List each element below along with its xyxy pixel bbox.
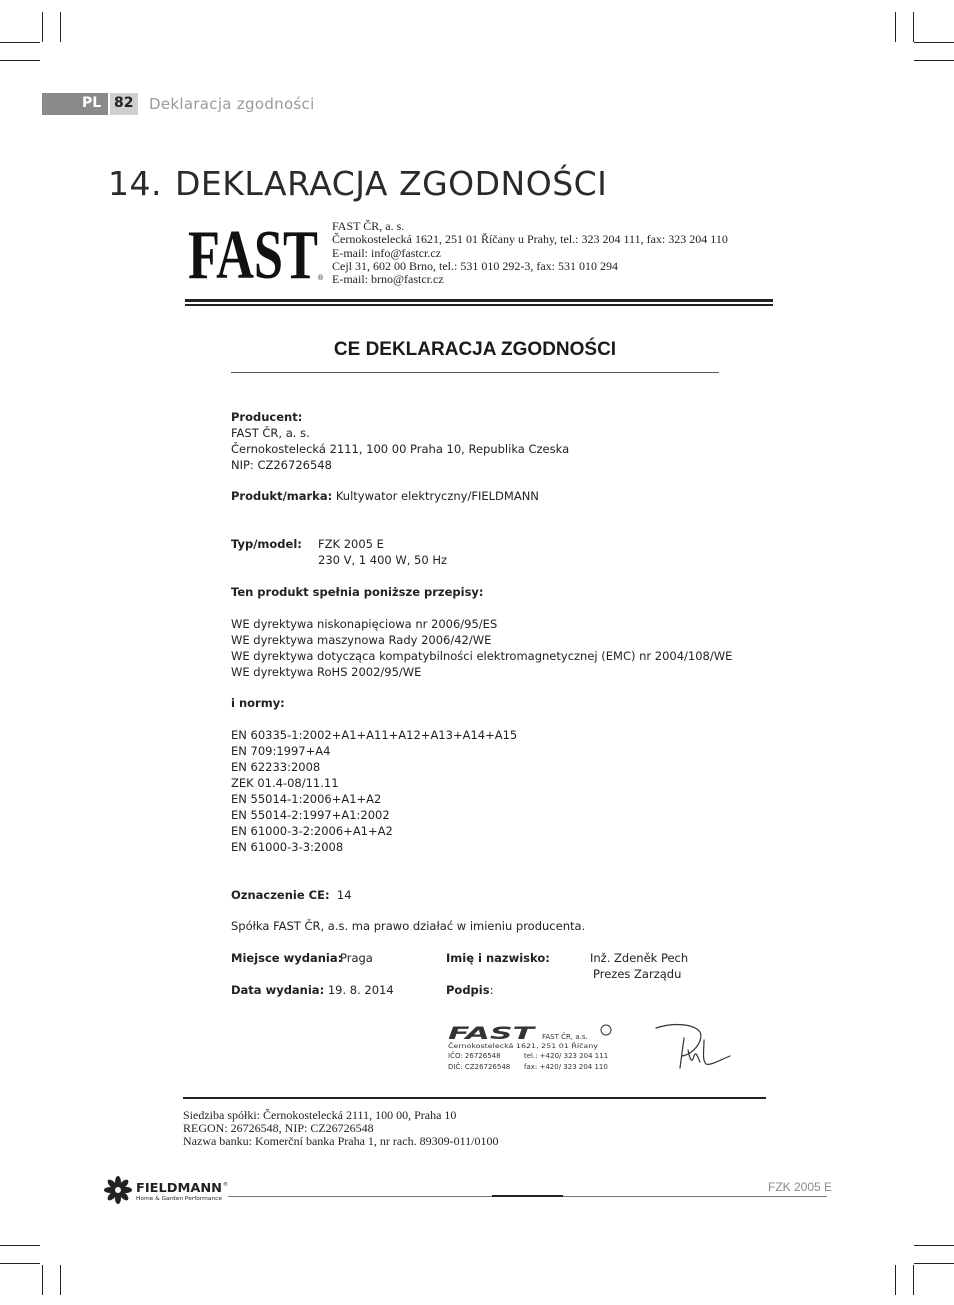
svg-text:®: ® [223,1182,228,1188]
name-label: Imię i nazwisko: [446,951,550,965]
crop-mark [0,42,40,43]
fieldmann-logo [104,1176,228,1206]
signature-label: Podpis [446,983,490,997]
crop-mark [914,1245,954,1246]
authorization-text: Spółka FAST ČR, a.s. ma prawo działać w imieniu producenta. [231,919,586,933]
regulation-item: WE dyrektywa dotycząca kompatybilności elektromagnetycznej (EMC) nr 2004/108/WE [231,649,733,663]
footer-divider [183,1097,766,1099]
divider [185,299,773,302]
producer-line: FAST ČR, a. s. [231,426,310,440]
fieldmann-brand: FIELDMANN [136,1181,222,1195]
page-title-text: DEKLARACJA ZGODNOŚCI [175,164,608,203]
page-title-number: 14. [108,164,162,203]
crop-mark [60,12,61,42]
date-label: Data wydania: [231,983,325,997]
position-value: Prezes Zarządu [593,967,682,981]
company-line: E-mail: info@fastcr.cz [332,245,442,260]
fieldmann-flower-icon [104,1176,132,1204]
company-line: Cejl 31, 602 00 Brno, tel.: 531 010 292-3, fax: 531 010 294 [332,258,618,273]
norm-item: EN 55014-2:1997+A1:2002 [231,808,390,822]
header-lang: PL [82,95,102,111]
crop-mark [895,1265,896,1295]
crop-mark [0,60,40,61]
product-value: Kultywator elektryczny/FIELDMANN [335,489,539,503]
producer-label: Producent: [231,410,303,424]
crop-mark [42,12,43,42]
page-title [108,164,607,203]
ce-mark-label: Oznaczenie CE: [231,888,330,902]
place-label: Miejsce wydania: [231,951,343,965]
ce-mark-value: 14 [336,888,352,902]
regulation-item: WE dyrektywa RoHS 2002/95/WE [231,665,422,679]
footer-address-line: Siedziba spółki: Černokostelecká 2111, 100 00, Praha 10 [183,1108,457,1122]
date-value: 19. 8. 2014 [327,983,394,997]
crop-mark [913,12,914,42]
regulation-item: WE dyrektywa niskonapięciowa nr 2006/95/ES [231,617,498,631]
norms-label: i normy: [231,696,285,710]
norm-item: EN 61000-3-2:2006+A1+A2 [231,824,393,838]
product-label: Produkt/marka: [231,489,333,503]
stamp-ico: IČO: 26726548 [448,1052,501,1060]
regulations-label: Ten produkt spełnia poniższe przepisy: [231,585,484,599]
handwritten-signature [654,1020,734,1072]
norm-item: EN 709:1997+A4 [231,744,331,758]
footer-address-line: Nazwa banku: Komerční banka Praha 1, nr rach. 89309-011/0100 [183,1134,499,1148]
fast-logo-text: FAST [188,222,318,282]
signature-colon: : [489,983,494,997]
producer-line: Černokostelecká 2111, 100 00 Praha 10, Republika Czeska [231,442,570,456]
crop-mark [895,12,896,42]
header-section: Deklaracja zgodności [149,95,315,113]
fast-logo [188,222,325,282]
stamp-address: Černokostelecká 1621, 251 01 Říčany [448,1042,572,1050]
footer-address-line: REGON: 26726548, NIP: CZ26726548 [183,1121,374,1135]
place-value: Praga [340,951,373,965]
regulation-item: WE dyrektywa maszynowa Rady 2006/42/WE [231,633,492,647]
divider [185,304,773,306]
stamp-logo: FAST [448,1024,537,1044]
norm-item: EN 61000-3-3:2008 [231,840,344,854]
crop-mark [0,1263,40,1264]
model-value: FZK 2005 E [318,537,384,551]
footer-rule-accent [492,1195,563,1197]
crop-mark [914,42,954,43]
company-line: Černokostelecká 1621, 251 01 Říčany u Prahy, tel.: 323 204 111, fax: 323 204 110 [332,232,728,247]
name-value: Inž. Zdeněk Pech [590,951,689,965]
crop-mark [914,1263,954,1264]
company-stamp [446,1022,618,1074]
model-spec: 230 V, 1 400 W, 50 Hz [318,553,448,567]
norm-item: EN 60335-1:2002+A1+A11+A12+A13+A14+A15 [231,728,518,742]
company-info [332,220,728,286]
model-label: Typ/model: [231,537,302,551]
norm-item: EN 55014-1:2006+A1+A2 [231,792,382,806]
ce-title-underline [231,372,719,373]
crop-mark [913,1265,914,1295]
norm-item: ZEK 01.4-08/11.11 [231,776,339,790]
footer-model: FZK 2005 E [768,1180,833,1194]
company-line: FAST ČR, a. s. [332,219,405,233]
company-line: E-mail: brno@fastcr.cz [332,272,444,287]
svg-text:®: ® [318,275,324,282]
fieldmann-tagline: Home & Garden Performance [136,1196,223,1202]
header-page-number: 82 [114,95,134,111]
crop-mark [914,60,954,61]
producer-line: NIP: CZ26726548 [231,458,332,472]
footer-address [183,1109,498,1148]
stamp-fax: fax: +420/ 323 204 110 [524,1063,608,1071]
ce-title: CE DEKLARACJA ZGODNOŚCI [333,339,617,360]
crop-mark [0,1245,40,1246]
crop-mark [60,1265,61,1295]
stamp-tel: tel.: +420/ 323 204 111 [524,1052,609,1060]
crop-mark [42,1265,43,1295]
stamp-dic: DIČ: CZ26726548 [448,1063,511,1071]
norm-item: EN 62233:2008 [231,760,321,774]
stamp-company: FAST ČR, a.s. [542,1033,588,1041]
